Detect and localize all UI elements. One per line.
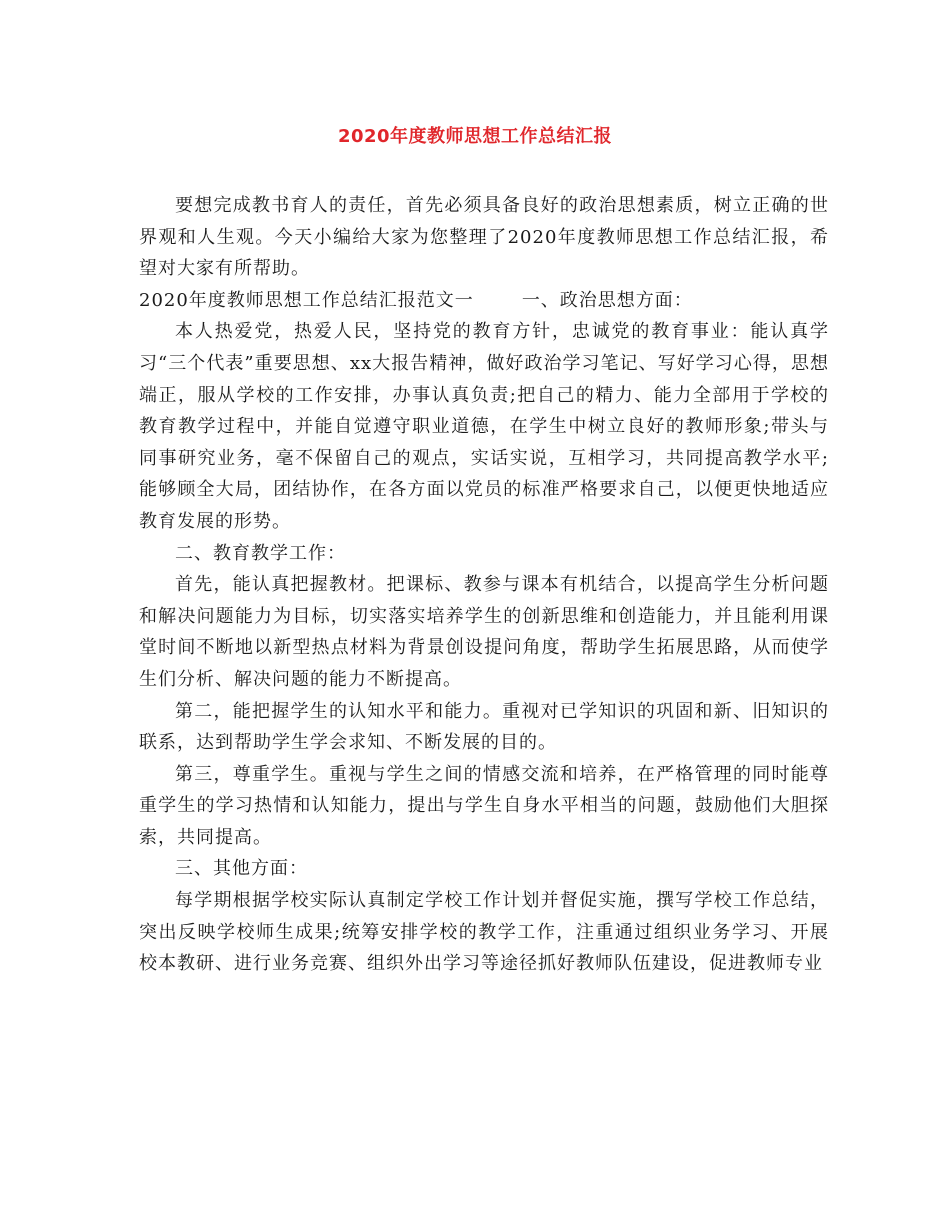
intro-paragraph: 要想完成教书育人的责任，首先必须具备良好的政治思想素质，树立正确的世界观和人生观。今天小编给大家为您整理了2020年度教师思想工作总结汇报，希望对大家有所帮助。 bbox=[139, 195, 829, 280]
section2-paragraph-1: 首先，能认真把握教材。把课标、教参与课本有机结合，以提高学生分析问题和解决问题能力为目标，切实落实培养学生的创新思维和创造能力，并且能利用课堂时间不断地以新型热点材料为背景创设提问角度，帮助学生拓展思路，从而使学生们分析、解决问题的能力不断提高。 bbox=[139, 574, 829, 690]
section3-paragraph: 每学期根据学校实际认真制定学校工作计划并督促实施，撰写学校工作总结，突出反映学校师生成果;统筹安排学校的教学工作，注重通过组织业务学习、开展校本教研、进行业务竞赛、组织外出学习等途径抓好教师队伍建设，促进教师专业 bbox=[139, 890, 829, 975]
sample-heading-line bbox=[139, 285, 829, 317]
section1-paragraph: 本人热爱党，热爱人民，坚持党的教育方针，忠诚党的教育事业：能认真学习“三个代表”重要思想、xx大报告精神，做好政治学习笔记、写好学习心得，思想端正，服从学校的工作安排，办事认真负责;把自己的精力、能力全部用于学校的教育教学过程中，并能自觉遵守职业道德，在学生中树立良好的教师形象;带头与同事研究业务，毫不保留自己的观点，实话实说，互相学习，共同提高教学水平;能够顾全大局，团结协作，在各方面以党员的标准严格要求自己，以便更快地适应教育发展的形势。 bbox=[139, 321, 829, 532]
sample-heading: 2020年度教师思想工作总结汇报范文一 bbox=[139, 289, 474, 311]
section3-heading: 三、其他方面： bbox=[175, 858, 308, 880]
document-title: 2020年度教师思想工作总结汇报 bbox=[337, 126, 613, 147]
section2-heading: 二、教育教学工作： bbox=[175, 542, 346, 564]
section2-paragraph-3: 第三，尊重学生。重视与学生之间的情感交流和培养，在严格管理的同时能尊重学生的学习热情和认知能力，提出与学生自身水平相当的问题，鼓励他们大胆探索，共同提高。 bbox=[139, 763, 829, 848]
document-body bbox=[139, 190, 829, 980]
section1-heading: 一、政治思想方面： bbox=[521, 289, 693, 311]
section2-paragraph-2: 第二，能把握学生的认知水平和能力。重视对已学知识的巩固和新、旧知识的联系，达到帮助学生学会求知、不断发展的目的。 bbox=[139, 700, 829, 754]
